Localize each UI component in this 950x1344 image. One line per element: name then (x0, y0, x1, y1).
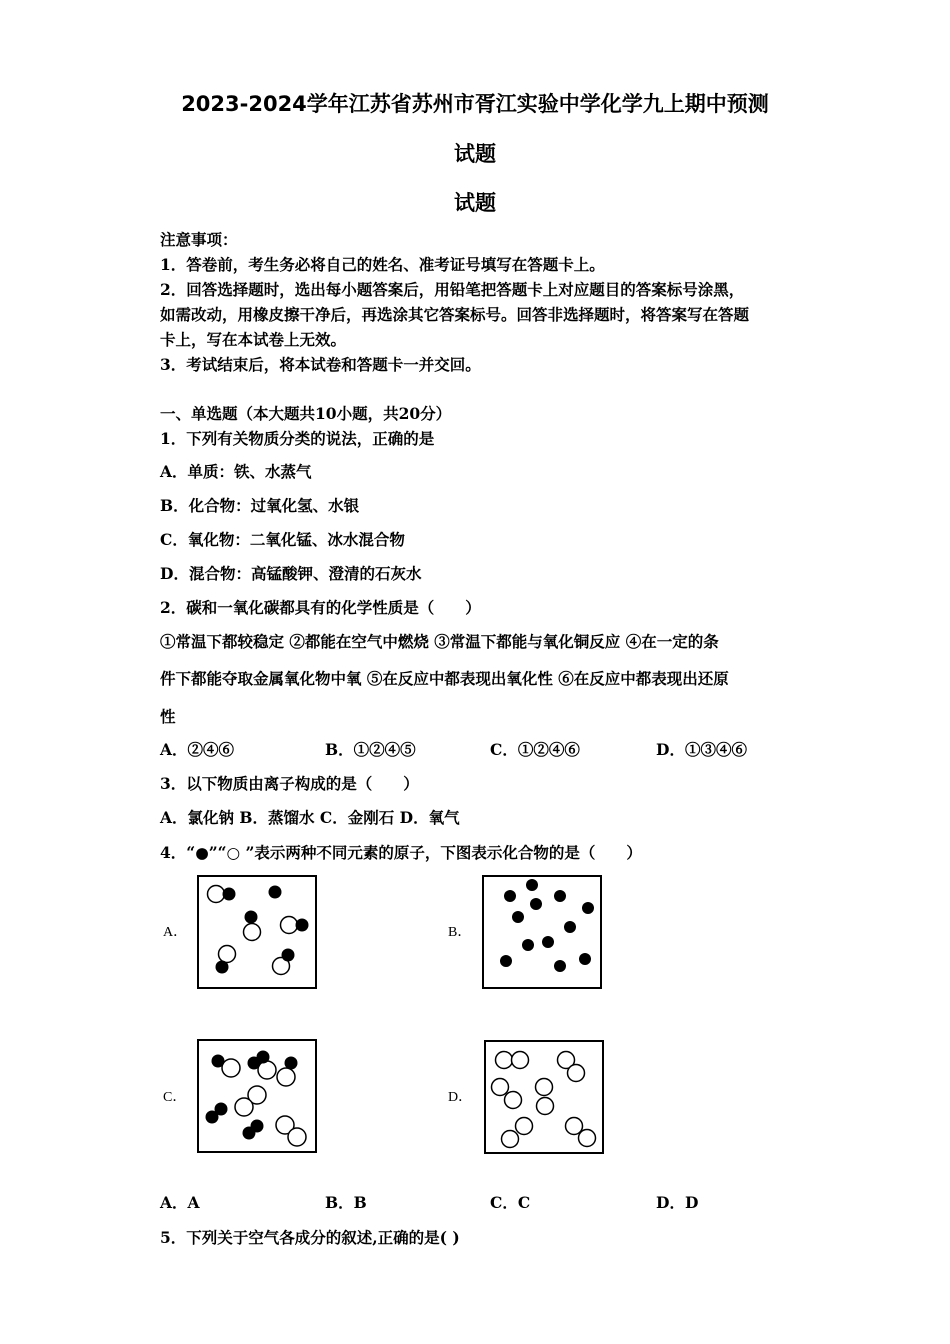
black-atom (564, 921, 576, 933)
black-atom (530, 898, 542, 910)
black-atom (269, 886, 282, 899)
notice-item-3: 3．考试结束后，将本试卷和答题卡一并交回。 (160, 355, 481, 374)
black-atom (251, 1120, 264, 1133)
black-atom (522, 939, 534, 951)
question-2-statements-line1: ①常温下都较稳定 ②都能在空气中燃烧 ③常温下都能与氧化铜反应 ④在一定的条 (160, 632, 719, 651)
white-atom (568, 1065, 585, 1082)
question-2-option-b: B．①②④⑤ (325, 740, 416, 759)
question-4-stem: 4．“●”“○ ”表示两种不同元素的原子，下图表示化合物的是（ ） (160, 843, 642, 862)
question-2-stem: 2．碳和一氧化碳都具有的化学性质是（ ） (160, 598, 481, 617)
question-4-option-d: D．D (656, 1193, 699, 1212)
white-atom (208, 886, 225, 903)
black-atom (296, 919, 309, 932)
figure-b-particles (484, 877, 604, 991)
black-atom (504, 890, 516, 902)
white-atom (516, 1118, 533, 1135)
white-atom (505, 1092, 522, 1109)
notice-item-1: 1．答卷前，考生务必将自己的姓名、准考证号填写在答题卡上。 (160, 255, 605, 274)
white-atom (288, 1128, 306, 1146)
figure-c-box (197, 1039, 317, 1153)
notice-item-2-line2: 如需改动，用橡皮擦干净后，再选涂其它答案标号。回答非选择题时，将答案写在答题 (160, 305, 750, 324)
question-1-stem: 1．下列有关物质分类的说法，正确的是 (160, 429, 435, 448)
white-atom (492, 1079, 509, 1096)
black-atom (285, 1057, 298, 1070)
question-1-option-a: A．单质：铁、水蒸气 (160, 462, 312, 481)
white-atom (537, 1098, 554, 1115)
white-atom (512, 1052, 529, 1069)
notice-item-2-line1: 2．回答选择题时，选出每小题答案后，用铅笔把答题卡上对应题目的答案标号涂黑， (160, 280, 745, 299)
question-5-stem: 5．下列关于空气各成分的叙述,正确的是( ) (160, 1228, 460, 1247)
question-4-option-a: A．A (160, 1193, 200, 1212)
white-atom (258, 1061, 276, 1079)
figure-d-particles (486, 1042, 606, 1156)
black-atom (212, 1055, 225, 1068)
black-atom (257, 1051, 270, 1064)
question-2-option-d: D．①③④⑥ (656, 740, 747, 759)
section-heading: 一、单选题（本大题共10小题，共20分） (160, 404, 452, 423)
black-atom (245, 911, 258, 924)
question-1-option-c: C．氧化物：二氧化锰、冰水混合物 (160, 530, 405, 549)
figure-d-box (484, 1040, 604, 1154)
white-atom (277, 1068, 295, 1086)
black-atom (216, 961, 229, 974)
white-atom (579, 1130, 596, 1147)
figure-c-particles (199, 1041, 319, 1155)
black-atom (223, 888, 236, 901)
figure-a-box (197, 875, 317, 989)
question-3-stem: 3．以下物质由离子构成的是（ ） (160, 774, 419, 793)
white-atom (222, 1059, 240, 1077)
figure-b-label: B． (448, 925, 472, 940)
question-2-option-a: A．②④⑥ (160, 740, 235, 759)
black-atom (512, 911, 524, 923)
question-1-option-d: D．混合物：高锰酸钾、澄清的石灰水 (160, 564, 422, 583)
black-atom (579, 953, 591, 965)
question-2-statements-line3: 性 (160, 707, 176, 726)
white-atom (536, 1079, 553, 1096)
black-atom (554, 890, 566, 902)
white-atom (496, 1052, 513, 1069)
question-2-option-c: C．①②④⑥ (490, 740, 580, 759)
black-atom (282, 949, 295, 962)
exam-title-line3: 试题 (454, 191, 496, 215)
figure-c-label: C． (163, 1090, 187, 1105)
white-atom (566, 1118, 583, 1135)
question-4-option-c: C．C (490, 1193, 531, 1212)
figure-a-label: A． (163, 925, 188, 940)
figure-a-particles (199, 877, 319, 991)
white-atom (219, 946, 236, 963)
question-3-options: A．氯化钠 B．蒸馏水 C．金刚石 D．氧气 (160, 808, 460, 827)
question-1-option-b: B．化合物：过氧化氢、水银 (160, 496, 360, 515)
question-2-statements-line2: 件下都能夺取金属氧化物中氧 ⑤在反应中都表现出氧化性 ⑥在反应中都表现出还原 (160, 669, 729, 688)
exam-title-line1: 2023-2024学年江苏省苏州市胥江实验中学化学九上期中预测 (181, 92, 769, 116)
black-atom (215, 1103, 228, 1116)
notice-item-2-line3: 卡上，写在本试卷上无效。 (160, 330, 347, 349)
white-atom (281, 917, 298, 934)
black-atom (526, 879, 538, 891)
white-atom (502, 1131, 519, 1148)
black-atom (500, 955, 512, 967)
figure-d-label: D． (448, 1090, 473, 1105)
black-atom (582, 902, 594, 914)
figure-b-box (482, 875, 602, 989)
white-atom (235, 1098, 253, 1116)
black-atom (542, 936, 554, 948)
exam-title-line2: 试题 (454, 142, 496, 166)
black-atom (554, 960, 566, 972)
white-atom (244, 924, 261, 941)
question-4-option-b: B．B (325, 1193, 367, 1212)
notice-heading: 注意事项： (160, 230, 238, 249)
